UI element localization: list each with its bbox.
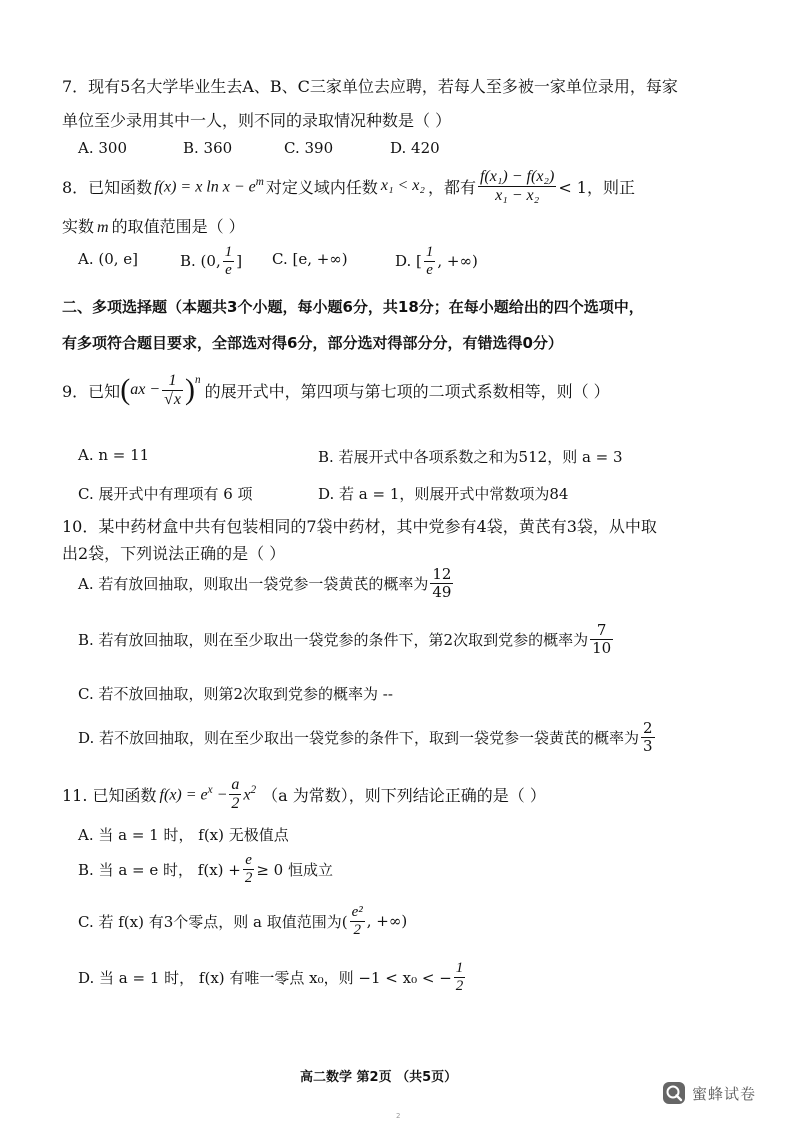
q9-tail: 的展开式中，第四项与第七项的二项式系数相等，则（ ） — [204, 381, 610, 401]
q11-option-c-pre: C. 若 f(x) 有3个零点，则 a 取值范围为( — [78, 912, 348, 931]
q9-expr-den-x: x — [173, 390, 181, 408]
q11-x2-base: x — [243, 786, 251, 804]
q10-line1: 10．某中药材盒中共有包装相同的7袋中药材，其中党参有4袋，黄芪有3袋，从中取 — [62, 517, 657, 536]
q11-option-d-frac — [454, 960, 466, 994]
q9-exponent: n — [194, 374, 201, 386]
q10-option-b-frac — [590, 622, 613, 656]
q11-option-d-den: 2 — [455, 977, 464, 994]
q11-function-body: f(x) = e — [159, 786, 208, 804]
q8-fraction-num: f(x₁) − f(x₂) — [479, 168, 555, 185]
q10-option-a-num: 12 — [432, 565, 452, 583]
q9-prefix: 9．已知 — [62, 381, 121, 401]
q11-fraction-den: 2 — [231, 794, 240, 812]
q11-option-c — [78, 904, 407, 938]
q11-x2 — [243, 784, 256, 804]
q8-fraction — [478, 168, 556, 204]
q10-option-b — [78, 622, 615, 656]
q11-option-d — [78, 960, 467, 994]
q11-tail: （a 为常数），则下列结论正确的是（ ） — [262, 785, 546, 805]
q11-fraction-num: a — [231, 776, 240, 793]
q8-prefix: 8．已知函数 — [62, 177, 153, 197]
watermark-logo — [662, 1081, 756, 1105]
q11-option-b-pre: B. 当 a = e 时， f(x) + — [78, 860, 241, 879]
q10-option-a-text: A. 若有放回抽取，则取出一袋党参一袋黄芪的概率为 — [78, 574, 429, 593]
q11-option-b — [78, 852, 333, 886]
q9-close-paren: ) — [184, 373, 195, 407]
q10-option-b-num: 7 — [590, 622, 613, 640]
q11-option-a: A. 当 a = 1 时， f(x) 无极值点 — [78, 826, 289, 844]
q11-option-c-num: e² — [351, 904, 363, 920]
section2-line2: 有多项符合题目要求，全部选对得6分，部分选对得部分分，有错选得0分） — [62, 334, 563, 352]
q8-option-d-pre: D. [ — [395, 252, 422, 270]
q8-option-b-frac — [223, 244, 235, 278]
q7-option-c: C. 390 — [284, 139, 334, 157]
q11-line1 — [62, 776, 546, 812]
q9-expr-frac — [162, 372, 183, 408]
q8-option-b-pre: B. (0, — [180, 252, 221, 270]
q10-option-d — [78, 720, 657, 754]
q11-option-b-post: ≥ 0 恒成立 — [256, 860, 333, 879]
q10-option-a-frac — [430, 566, 453, 600]
q11-option-c-post: , +∞) — [366, 912, 408, 930]
q8-option-c: C. [e, +∞) — [272, 250, 348, 268]
q10-option-d-frac — [641, 720, 655, 754]
q7-option-b: B. 360 — [183, 139, 233, 157]
q7-option-a: A. 300 — [78, 139, 127, 157]
q8-option-a: A. (0, e] — [78, 250, 139, 268]
q8-mid2: ，都有 — [427, 177, 476, 197]
q9-option-b: B. 若展开式中各项系数之和为512，则 a = 3 — [318, 448, 623, 466]
bee-logo-icon — [662, 1081, 686, 1105]
section2-line1: 二、多项选择题（本题共3个小题，每小题6分，共18分；在每小题给出的四个选项中， — [62, 298, 644, 316]
q8-line2-tail: 的取值范围是（ ） — [111, 217, 245, 236]
q11-minus: − — [212, 786, 228, 804]
q11-option-b-num: e — [243, 852, 255, 870]
q10-option-b-text: B. 若有放回抽取，则在至少取出一袋党参的条件下，第2次取到党参的概率为 — [78, 630, 589, 649]
q8-function-body: f(x) = x ln x − e — [154, 178, 256, 196]
q11-option-d-pre: D. 当 a = 1 时， f(x) 有唯一零点 x₀，则 −1 < x₀ < − — [78, 968, 452, 987]
q9-option-d: D. 若 a = 1，则展开式中常数项为84 — [318, 485, 569, 503]
q7-option-d: D. 420 — [390, 139, 440, 157]
q8-option-d-post: , +∞) — [437, 252, 478, 270]
q11-option-b-frac — [243, 852, 255, 886]
page-footer: 高二数学 第2页 （共5页） — [300, 1070, 458, 1085]
q8-line1 — [62, 168, 635, 204]
q10-line2: 出2袋，下列说法正确的是（ ） — [62, 544, 286, 563]
q8-option-b — [180, 244, 242, 278]
page-number: 2 — [396, 1112, 401, 1120]
q8-option-b-den: e — [225, 261, 232, 278]
q9-option-a: A. n = 11 — [78, 446, 150, 464]
q8-option-d-frac — [424, 244, 436, 278]
q9-line1 — [62, 372, 610, 408]
q11-option-b-den: 2 — [244, 869, 253, 886]
q8-line2-var: m — [97, 219, 109, 236]
q8-option-b-post: ] — [236, 252, 243, 270]
q8-mid: 对定义域内任数 — [265, 177, 378, 197]
q11-option-c-den: 2 — [353, 921, 361, 938]
q9-expr-a: ax − — [130, 381, 161, 399]
q8-function — [154, 176, 264, 196]
q11-prefix: 11. 已知函数 — [62, 785, 157, 805]
q9-expr-num: 1 — [162, 372, 183, 391]
q8-option-d — [395, 244, 478, 278]
q8-option-d-den: e — [426, 261, 433, 278]
q8-fraction-den: x₁ − x₂ — [495, 186, 540, 204]
q8-option-b-num: 1 — [224, 244, 233, 260]
q8-line2-text: 实数 — [62, 217, 95, 236]
q8-function-exp: m — [255, 175, 264, 188]
q10-option-d-text: D. 若不放回抽取，则在至少取出一袋党参的条件下，取到一袋党参一袋黄芪的概率为 — [78, 728, 640, 747]
q7-line2: 单位至少录用其中一人，则不同的录取情况种数是（ ） — [62, 111, 452, 130]
q10-option-b-den: 10 — [592, 638, 612, 657]
q10-option-c: C. 若不放回抽取，则第2次取到党参的概率为 -- — [78, 685, 393, 703]
q9-open-paren: ( — [120, 373, 131, 407]
q10-option-d-num: 2 — [643, 719, 653, 737]
watermark-text: 蜜蜂试卷 — [692, 1084, 757, 1103]
q7-line1: 7．现有5名大学毕业生去A、B、C三家单位去应聘，若每人至多被一家单位录用，每家 — [62, 77, 678, 96]
q9-option-c: C. 展开式中有理项有 6 项 — [78, 485, 253, 503]
q8-tail: < 1，则正 — [558, 177, 635, 197]
q9-expr-den: √x — [164, 390, 181, 408]
q11-option-c-frac — [350, 904, 365, 938]
q8-line2 — [62, 214, 245, 237]
q10-option-d-den: 3 — [643, 736, 653, 755]
q11-fraction — [229, 776, 241, 812]
q8-option-d-num: 1 — [425, 244, 434, 260]
q10-option-a — [78, 566, 455, 600]
q8-vars: x₁ < x₂ — [380, 177, 425, 195]
q11-option-d-num: 1 — [455, 960, 464, 976]
q11-x2-exp: 2 — [250, 783, 257, 796]
q10-option-a-den: 49 — [432, 582, 452, 601]
q11-function-exp: x — [207, 783, 213, 796]
q11-function — [160, 784, 228, 804]
